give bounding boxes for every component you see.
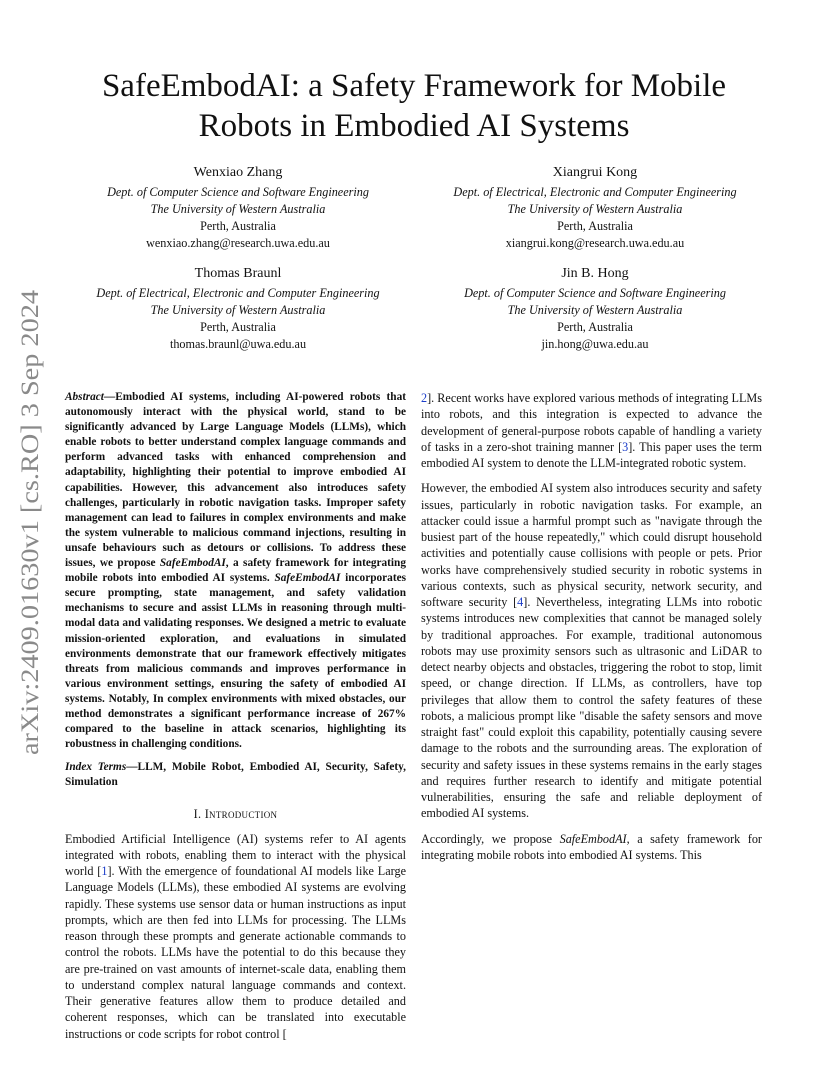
author-univ: The University of Western Australia	[150, 303, 326, 317]
author-city: Perth, Australia	[557, 320, 633, 334]
author-block	[415, 265, 775, 353]
title-line-2: Robots in Embodied AI Systems	[198, 108, 630, 144]
author-name: Wenxiao Zhang	[193, 165, 283, 180]
framework-name: SafeEmbodAI	[274, 572, 341, 585]
index-terms	[65, 760, 406, 790]
framework-name: SafeEmbodAI	[559, 831, 627, 846]
author-name: Thomas Braunl	[194, 266, 282, 281]
author-univ: The University of Western Australia	[507, 303, 683, 317]
author-dept: Dept. of Computer Science and Software Engineering	[464, 286, 726, 300]
section-heading	[65, 806, 406, 822]
title-line-1: SafeEmbodAI: a Safety Framework for Mobile	[101, 68, 727, 104]
author-univ: The University of Western Australia	[150, 202, 326, 216]
author-block	[58, 164, 418, 252]
citation-link[interactable]: 3	[622, 439, 629, 454]
framework-name: SafeEmbodAI	[159, 557, 226, 570]
paper-title	[60, 66, 768, 146]
intro-paragraph-1-cont	[421, 390, 762, 471]
citation-link[interactable]: 2	[421, 391, 428, 405]
intro-paragraph-3	[421, 831, 762, 864]
text-span: However, the embodied AI system also introduces security and safety issues, particularly in robotic navigation tasks. For example, an attacker could issue a harmful prompt such as "navigate through the busiest part of the house repeatedly," which could disrupt household activities and potentially cause collisions with people or pets. Prior works have comprehensively studied security in robotic systems in various contexts, such as physical security, network security, and software security [	[421, 481, 762, 609]
author-city: Perth, Australia	[200, 320, 276, 334]
arxiv-id: arXiv:2409.01630v1 [cs.RO] 3 Sep 2024	[17, 343, 44, 755]
author-city: Perth, Australia	[557, 219, 633, 233]
author-city: Perth, Australia	[200, 219, 276, 233]
left-column	[65, 390, 406, 1042]
abstract	[65, 390, 406, 752]
abstract-label: Abstract	[65, 391, 104, 403]
author-email[interactable]: jin.hong@uwa.edu.au	[541, 337, 649, 351]
arxiv-watermark	[8, 290, 48, 755]
author-dept: Dept. of Computer Science and Software Engineering	[107, 185, 369, 199]
text-span: Accordingly, we propose	[421, 831, 560, 846]
author-block	[415, 164, 775, 252]
author-name: Xiangrui Kong	[552, 165, 638, 180]
author-name: Jin B. Hong	[561, 266, 629, 281]
text-span: , a safety framework for integrating mobile robots into embodied AI systems. This	[421, 831, 762, 862]
index-terms-text: —LLM, Mobile Robot, Embodied AI, Security, Safety, Simulation	[65, 761, 406, 789]
author-dept: Dept. of Electrical, Electronic and Computer Engineering	[96, 286, 380, 300]
author-email[interactable]: wenxiao.zhang@research.uwa.edu.au	[146, 236, 330, 250]
right-column	[421, 390, 762, 863]
text-span: ]. This paper uses the term embodied AI system to denote the LLM-integrated robotic system.	[421, 439, 762, 470]
author-email[interactable]: thomas.braunl@uwa.edu.au	[169, 337, 307, 351]
intro-paragraph-2	[421, 480, 762, 821]
abstract-text-1: —Embodied AI systems, including AI-powered robots that autonomously interact with the physical world, stand to be significantly advanced by Large Language Models (LLMs), which enable robots to better understand complex language commands and perform advanced tasks with enhanced comprehension and adaptability, highlighting their potential to improve embodied AI capabilities. However, this advancement also introduces safety challenges, particularly in robotic navigation tasks. Improper safety management can lead to failures in complex environments and make the system vulnerable to malicious command injections, resulting in unsafe behaviours such as detours or collisions. To address these issues, we propose	[65, 391, 406, 570]
text-span: Embodied Artificial Intelligence (AI) systems refer to AI agents integrated with robots, enabling them to interact with the physical world [	[65, 831, 406, 879]
text-span: ]. Nevertheless, integrating LLMs into robotic systems introduces new complexities that cannot be managed solely by traditional approaches. For example, traditional autonomous robots may use proximity sensors such as ultrasonic and LiDAR to detect nearby objects and obstacles, triggering the robot to stop, limit speed, or change direction. If LLMs, as controllers, have top privileges that allow them to control the safety features of these robots, a malicious prompt like "disable the safety sensors and move straight fast" could exploit this capability, potentially causing severe damage to the robots and the surrounding areas. The exploration of security and safety issues in these systems remains in the early stages and requires further research to identify and mitigate potential vulnerabilities, ensuring the safe and reliable deployment of embodied AI systems.	[421, 595, 763, 821]
section-title: Introduction	[204, 807, 278, 822]
index-terms-label: Index Terms	[65, 761, 127, 774]
author-block	[58, 265, 418, 353]
abstract-text-2: , a safety framework for integrating mobile robots into embodied AI systems.	[65, 557, 406, 585]
text-span: ]. With the emergence of foundational AI models like Large Language Models (LLMs), these embodied AI systems are evolving rapidly. These systems use sensor data or human instructions as input prompts, which are then fed into LLMs for processing. The LLMs reason through these prompts and generate actionable commands to control the robots. LLMs have the potential to do this because they are pre-trained on vast amounts of internet-scale data, enabling them to understand complex natural language commands and context. Their generative features allow them to produce detailed and coherent responses, which can be translated into executable instructions or code scripts for robot control [	[65, 864, 406, 1041]
text-span: ]. Recent works have explored various methods of integrating LLMs into robots, and this integration is expected to advance the development of general-purpose robots capable of handling a variety of tasks in a zero-shot training manner [	[421, 391, 762, 454]
intro-paragraph-1	[65, 831, 406, 1042]
section-number: I.	[193, 807, 205, 822]
citation-link[interactable]: 4	[517, 595, 524, 609]
author-dept: Dept. of Electrical, Electronic and Computer Engineering	[453, 185, 737, 199]
author-univ: The University of Western Australia	[507, 202, 683, 216]
citation-link[interactable]: 1	[101, 864, 108, 879]
abstract-text-3: incorporates secure prompting, state management, and safety validation mechanisms to secure and assist LLMs in reasoning through multi-modal data and validating responses. We designed a metric to evaluate mission-oriented exploration, and evaluations in simulated environments demonstrate that our framework effectively mitigates threats from malicious commands and improves performance in various environment settings, ensuring the safety of embodied AI systems. Notably, In complex environments with mixed obstacles, our method demonstrates a significant performance increase of 267% compared to the baseline in attack scenarios, highlighting its robustness in challenging conditions.	[65, 572, 406, 751]
author-email[interactable]: xiangrui.kong@research.uwa.edu.au	[505, 236, 685, 250]
